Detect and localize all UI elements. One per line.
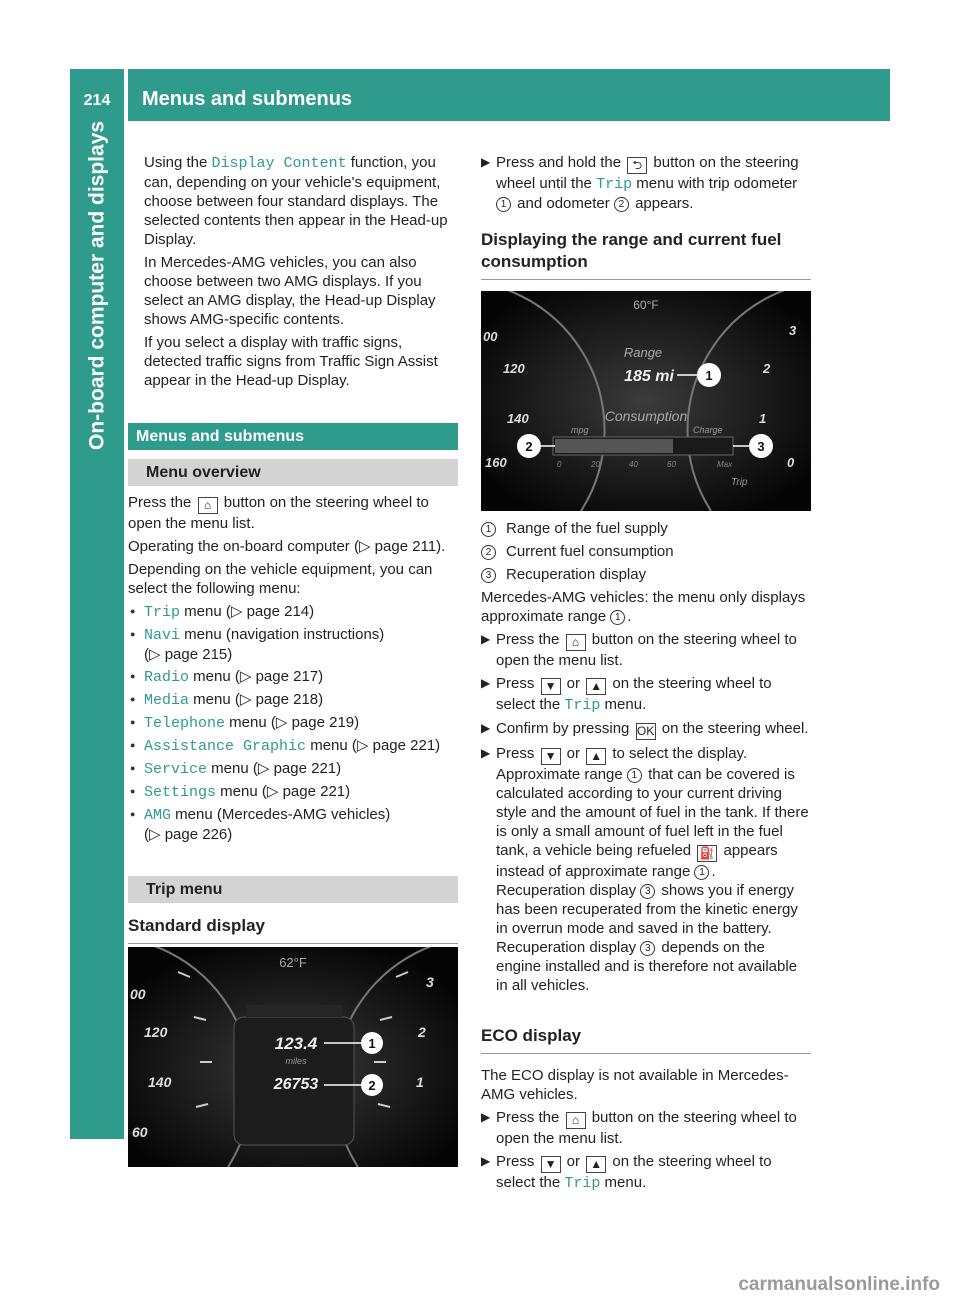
legend-item: 3 Recuperation display: [481, 565, 811, 584]
cluster-1-graphic: [128, 947, 458, 1167]
down-arrow-icon: ▼: [541, 678, 561, 695]
home-icon: ⌂: [566, 1112, 586, 1129]
rpm-label: 1: [759, 411, 767, 426]
trip-odometer-value: 123.4: [274, 1034, 318, 1053]
subsection-title-overview: Menu overview: [128, 459, 458, 486]
callout-number-icon: 2: [481, 545, 496, 560]
legend-item: 2 Current fuel consumption: [481, 542, 811, 561]
step-confirm: ▶ Confirm by pressing OK on the steering wheel.: [481, 720, 809, 738]
mpg-label: mpg: [571, 425, 589, 435]
heading-standard-display: Standard display: [128, 915, 458, 944]
callout-3: 3: [757, 439, 765, 454]
menu-list-item: ● Assistance Graphic menu (▷ page 221): [128, 736, 458, 756]
eco-section: [481, 1025, 811, 1197]
menu-list-item: ● Radio menu (▷ page 217): [128, 667, 458, 687]
side-tab-label: On-board computer and displays: [85, 121, 109, 451]
intro-paragraph-2: In Mercedes-AMG vehicles, you can also choose between two AMG displays. If you select an AMG display, the Head-up Display shows AMG-specific contents.: [144, 254, 436, 328]
legend-item: 1 Range of the fuel supply: [481, 519, 811, 538]
legend-list: [481, 519, 811, 584]
consumption-label: Consumption: [604, 408, 688, 424]
callout-number-icon: 3: [640, 941, 655, 956]
temperature-readout: 62°F: [279, 955, 307, 970]
instrument-cluster-image-2: [481, 291, 811, 511]
down-arrow-icon: ▼: [541, 1156, 561, 1173]
page-ref-icon: ▷: [239, 691, 252, 708]
temperature-readout: 60°F: [633, 298, 659, 312]
scale-label: 60: [667, 460, 676, 469]
step-arrow-icon: ▶: [481, 155, 491, 169]
header-divider: [124, 69, 128, 121]
up-arrow-icon: ▲: [586, 1156, 606, 1173]
callout-2: 2: [525, 439, 533, 454]
scale-label: 40: [629, 460, 638, 469]
page-number: 214: [83, 92, 111, 109]
instrument-cluster-image-1: [128, 947, 458, 1167]
callout-number-icon: 1: [610, 610, 625, 625]
callout-number-icon: 1: [496, 197, 511, 212]
speed-label: 140: [148, 1074, 172, 1090]
menu-list: [128, 602, 458, 844]
page-ref-icon: ▷: [356, 737, 369, 754]
page-ref-icon: ▷: [257, 760, 270, 777]
trip-section: [128, 876, 458, 944]
trip-label: Trip: [731, 477, 748, 488]
callout-1: 1: [368, 1036, 376, 1051]
home-icon: ⌂: [198, 497, 218, 514]
rpm-label: 0: [787, 455, 795, 470]
speed-label: 00: [130, 986, 146, 1002]
press-home-text: Press the ⌂ button on the steering wheel to open the menu list.: [128, 494, 429, 532]
eco-step-open-menu: ▶ Press the ⌂ button on the steering wheel to open the menu list.: [481, 1109, 797, 1147]
speed-label: 00: [483, 329, 498, 344]
speed-label: 120: [144, 1024, 168, 1040]
cluster-2-graphic: [481, 291, 811, 511]
down-arrow-icon: ▼: [541, 748, 561, 765]
step-press-hold: ▶ Press and hold the ⮌ button on the steering wheel until the Trip menu with trip odometer 1 and odometer 2 appears.: [481, 154, 799, 212]
callout-number-icon: 3: [481, 568, 496, 583]
step-select-trip: ▶ Press ▼ or ▲ on the steering wheel to select the Trip menu.: [481, 675, 772, 714]
step-arrow-icon: ▶: [481, 1110, 491, 1124]
menu-list-item: ● Settings menu (▷ page 221): [128, 782, 458, 802]
amg-note: Mercedes-AMG vehicles: the menu only displays approximate range 1 .: [481, 589, 806, 625]
rpm-label: 1: [416, 1074, 424, 1090]
up-arrow-icon: ▲: [586, 678, 606, 695]
watermark: carmanualsonline.info: [738, 1274, 940, 1295]
step-arrow-icon: ▶: [481, 721, 491, 735]
range-label: Range: [623, 345, 663, 360]
speed-label: 140: [507, 411, 529, 426]
eco-note: The ECO display is not available in Mercedes-AMG vehicles.: [481, 1067, 789, 1103]
callout-number-icon: 1: [627, 768, 642, 783]
step-arrow-icon: ▶: [481, 676, 491, 690]
odometer-value: 26753: [273, 1076, 319, 1093]
speed-label: 120: [503, 361, 525, 376]
callout-number-icon: 2: [614, 197, 629, 212]
callout-2: 2: [368, 1078, 376, 1093]
page-ref-icon: ▷: [230, 603, 243, 620]
range-value: 185 mi: [624, 368, 674, 385]
step-select-display: ▶ Press ▼ or ▲ to select the display. Approximate range 1 that can be covered is calculated according to your current driving style and the amount of fuel in the tank. If there is only a small amount of fuel left in the fuel tank, a vehicle being refueled ⛽ appears instead of approximate range 1 . Recuperation display 3 shows you if energy has been recuperated from the kinetic energy in overrun mode and saved in the battery. Recuperation display 3 depends on the engine installed and is therefore not available in all vehicles.: [481, 745, 809, 994]
up-arrow-icon: ▲: [586, 748, 606, 765]
step-arrow-icon: ▶: [481, 1154, 491, 1168]
left-column: [128, 153, 458, 394]
distance-unit: miles: [285, 1056, 307, 1066]
page-ref-icon: ▷: [239, 668, 252, 685]
intro-paragraph-1: Using the Display Content function, you can, depending on your vehicle's equipment, choose between four standard displays. The selected contents then appear in the Head-up Display.: [144, 154, 448, 248]
heading-range-consumption: Displaying the range and current fuel consumption: [481, 229, 811, 280]
section-title-menus: Menus and submenus: [128, 423, 458, 450]
speed-label: 160: [485, 455, 507, 470]
right-column-body: [481, 519, 811, 999]
rpm-label: 3: [426, 974, 434, 990]
callout-1: 1: [705, 368, 713, 383]
step-arrow-icon: ▶: [481, 632, 491, 646]
section-title-trip: Trip menu: [128, 876, 458, 903]
scale-label: 20: [591, 460, 600, 469]
home-icon: ⌂: [566, 634, 586, 651]
page-ref-icon: ▷: [275, 714, 288, 731]
back-icon: ⮌: [627, 157, 647, 174]
page-title: Menus and submenus: [142, 88, 353, 110]
callout-number-icon: 3: [640, 884, 655, 899]
eco-step-select-trip: ▶ Press ▼ or ▲ on the steering wheel to select the Trip menu.: [481, 1153, 772, 1192]
fuel-pump-icon: ⛽: [697, 845, 717, 862]
step-arrow-icon: ▶: [481, 746, 491, 760]
menu-list-item: ● Service menu (▷ page 221): [128, 759, 458, 779]
display-content-code: Display Content: [211, 155, 347, 172]
menus-section: [128, 423, 458, 847]
rpm-label: 2: [763, 361, 771, 376]
ok-icon: OK: [636, 724, 655, 738]
speed-label: 60: [132, 1124, 148, 1140]
charge-label: Charge: [693, 425, 723, 435]
right-column-top: [481, 153, 811, 280]
menu-list-item: ● Media menu (▷ page 218): [128, 690, 458, 710]
menu-list-item: ● Navi menu (navigation instructions) (▷ page 215): [128, 625, 458, 664]
page-ref-icon: ▷: [358, 538, 371, 555]
menu-list-item: ● Trip menu (▷ page 214): [128, 602, 458, 622]
step-open-menu: ▶ Press the ⌂ button on the steering wheel to open the menu list.: [481, 631, 797, 669]
heading-eco-display: ECO display: [481, 1025, 811, 1054]
menu-list-item: ● Telephone menu (▷ page 219): [128, 713, 458, 733]
callout-number-icon: 1: [694, 865, 709, 880]
menu-list-item: ● AMG menu (Mercedes-AMG vehicles) (▷ page 226): [128, 805, 458, 844]
depending-text: Depending on the vehicle equipment, you can select the following menu:: [128, 561, 433, 597]
page-ref-icon: ▷: [266, 783, 279, 800]
scale-label: Max: [717, 460, 733, 469]
rpm-label: 2: [418, 1024, 426, 1040]
intro-block: [128, 153, 458, 390]
intro-paragraph-3: If you select a display with traffic signs, detected traffic signs from Traffic Sign Assist appear in the Head-up Display.: [144, 334, 438, 389]
scale-label: 0: [557, 460, 562, 469]
rpm-label: 3: [789, 323, 797, 338]
operating-text: Operating the on-board computer (▷ page 211).: [128, 538, 446, 555]
callout-number-icon: 1: [481, 522, 496, 537]
